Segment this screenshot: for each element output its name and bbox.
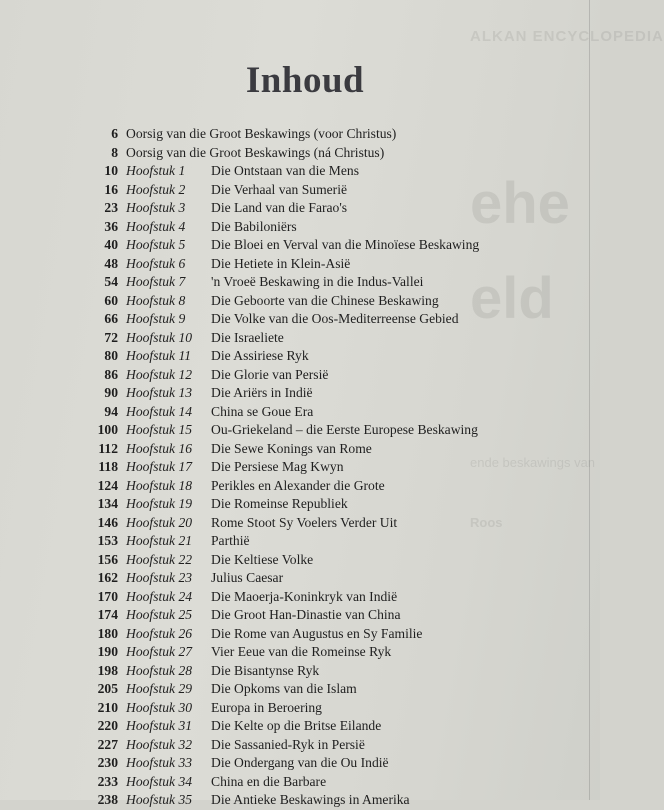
toc-entry-title: Julius Caesar [211, 570, 284, 585]
toc-chapter-label: Hoofstuk 13 [126, 385, 193, 400]
toc-chapter-label: Hoofstuk 2 [126, 181, 186, 197]
toc-entry-title: Perikles en Alexander die Grote [211, 477, 385, 493]
toc-entry-title: Die Hetiete in Klein-Asië [211, 255, 351, 271]
toc-entry [82, 162, 479, 181]
toc-entry-title: Die Maoerja-Koninkryk van Indië [211, 588, 398, 604]
toc-chapter-label: Hoofstuk 29 [126, 681, 193, 696]
toc-entry-title: Die Groot Han-Dinastie van China [211, 607, 401, 622]
toc-entry-title: Die Kelte op die Britse Eilande [211, 718, 382, 733]
toc-page-number: 190 [97, 644, 118, 659]
toc-page-number: 60 [104, 292, 118, 308]
toc-entry [82, 680, 479, 699]
toc-entry-title: Die Volke van die Oos-Mediterreense Gebied [211, 311, 459, 326]
toc-page-number: 174 [97, 607, 118, 622]
toc-entry [82, 236, 479, 255]
toc-page-number: 94 [104, 403, 118, 419]
toc-entry [82, 292, 479, 311]
toc-entry [82, 736, 479, 755]
toc-entry-title: Die Bisantynse Ryk [211, 662, 320, 678]
toc-entry-title: Die Ariërs in Indië [211, 385, 313, 400]
toc-entry [82, 551, 479, 570]
toc-entry-title: China se Goue Era [211, 403, 314, 419]
toc-entry [82, 717, 479, 736]
table-of-contents [82, 125, 479, 810]
toc-entry [82, 125, 479, 144]
toc-page-number: 227 [97, 736, 118, 752]
toc-entry-title: Die Israeliete [211, 329, 284, 345]
toc-entry [82, 255, 479, 274]
toc-page-number: 210 [97, 699, 118, 715]
toc-page-number: 23 [104, 200, 118, 215]
toc-entry [82, 569, 479, 588]
toc-entry-title: Die Ontstaan van die Mens [211, 163, 359, 178]
toc-page-number: 72 [104, 329, 118, 345]
show-through-text: ende beskawings van [470, 455, 596, 470]
toc-entry-title: Die Babiloniërs [211, 218, 297, 234]
toc-chapter-label: Hoofstuk 25 [126, 607, 193, 622]
toc-entry-title: Die Verhaal van Sumerië [211, 181, 348, 197]
show-through-text: ALKAN ENCYCLOPEDIA [470, 28, 664, 45]
toc-page-number: 146 [97, 514, 118, 530]
toc-entry [82, 144, 479, 163]
toc-page-number: 40 [104, 237, 118, 252]
toc-entry-title: Oorsig van die Groot Beskawings (ná Christus) [126, 144, 385, 160]
toc-page-number: 233 [97, 773, 118, 789]
toc-page-number: 8 [111, 144, 118, 160]
toc-entry-title: Die Bloei en Verval van die Minoïese Beskawing [211, 237, 480, 252]
toc-entry [82, 347, 479, 366]
toc-entry [82, 181, 479, 200]
toc-chapter-label: Hoofstuk 4 [126, 218, 186, 234]
toc-entry-title: Die Ondergang van die Ou Indië [211, 755, 389, 770]
toc-entry-title: China en die Barbare [211, 773, 327, 789]
show-through-text: ehe [470, 171, 570, 236]
page-edge [589, 0, 590, 800]
toc-page-number: 162 [97, 570, 118, 585]
show-through-text: Roos [470, 515, 503, 530]
toc-entry [82, 662, 479, 681]
toc-entry [82, 773, 479, 792]
toc-chapter-label: Hoofstuk 26 [126, 625, 193, 641]
toc-chapter-label: Hoofstuk 35 [126, 792, 193, 807]
toc-chapter-label: Hoofstuk 15 [126, 422, 193, 437]
toc-page-number: 16 [104, 181, 118, 197]
toc-entry-title: Die Persiese Mag Kwyn [211, 459, 344, 474]
toc-chapter-label: Hoofstuk 34 [126, 773, 193, 789]
toc-entry [82, 218, 479, 237]
toc-entry [82, 625, 479, 644]
toc-entry [82, 458, 479, 477]
toc-entry-title: Die Geboorte van die Chinese Beskawing [211, 292, 439, 308]
toc-entry [82, 440, 479, 459]
toc-page-number: 80 [104, 348, 118, 363]
toc-entry [82, 514, 479, 533]
toc-entry-title: Die Rome van Augustus en Sy Familie [211, 625, 423, 641]
toc-entry [82, 421, 479, 440]
toc-page-number: 220 [97, 718, 118, 733]
toc-entry-title: Ou-Griekeland – die Eerste Europese Beskawing [211, 422, 478, 437]
toc-chapter-label: Hoofstuk 9 [126, 311, 186, 326]
toc-entry-title: Die Keltiese Volke [211, 551, 314, 567]
toc-entry [82, 643, 479, 662]
toc-page-number: 6 [111, 126, 118, 141]
toc-entry-title: Die Antieke Beskawings in Amerika [211, 792, 410, 807]
toc-page-number: 153 [97, 533, 118, 548]
toc-page-number: 198 [97, 662, 118, 678]
toc-entry-title: Die Romeinse Republiek [211, 496, 348, 511]
toc-chapter-label: Hoofstuk 20 [126, 514, 193, 530]
toc-chapter-label: Hoofstuk 14 [126, 403, 193, 419]
toc-entry-title: Die Glorie van Persië [211, 366, 329, 382]
toc-page-number: 54 [104, 274, 118, 289]
toc-chapter-label: Hoofstuk 23 [126, 570, 193, 585]
toc-chapter-label: Hoofstuk 32 [126, 736, 193, 752]
toc-chapter-label: Hoofstuk 7 [126, 274, 186, 289]
toc-page-number: 100 [97, 422, 118, 437]
toc-chapter-label: Hoofstuk 24 [126, 588, 193, 604]
toc-entry [82, 366, 479, 385]
toc-entry [82, 199, 479, 218]
toc-entry [82, 791, 479, 810]
toc-chapter-label: Hoofstuk 30 [126, 699, 193, 715]
toc-entry [82, 384, 479, 403]
toc-entry [82, 310, 479, 329]
toc-chapter-label: Hoofstuk 18 [126, 477, 193, 493]
toc-chapter-label: Hoofstuk 16 [126, 440, 193, 456]
toc-chapter-label: Hoofstuk 8 [126, 292, 186, 308]
toc-page-number: 170 [97, 588, 118, 604]
toc-chapter-label: Hoofstuk 1 [126, 163, 186, 178]
toc-entry [82, 606, 479, 625]
toc-chapter-label: Hoofstuk 17 [126, 459, 193, 474]
toc-entry-title: Die Sewe Konings van Rome [211, 440, 372, 456]
toc-entry [82, 495, 479, 514]
toc-page-number: 180 [97, 625, 118, 641]
toc-chapter-label: Hoofstuk 21 [126, 533, 193, 548]
toc-entry-title: 'n Vroeë Beskawing in die Indus-Vallei [211, 274, 424, 289]
toc-entry [82, 329, 479, 348]
toc-entry [82, 699, 479, 718]
toc-entry-title: Oorsig van die Groot Beskawings (voor Christus) [126, 126, 397, 141]
toc-chapter-label: Hoofstuk 31 [126, 718, 193, 733]
show-through-text: eld [470, 266, 554, 331]
toc-entry-title: Rome Stoot Sy Voelers Verder Uit [211, 514, 398, 530]
toc-chapter-label: Hoofstuk 6 [126, 255, 186, 271]
toc-page-number: 90 [104, 385, 118, 400]
toc-entry-title: Die Sassanied-Ryk in Persië [211, 736, 365, 752]
toc-page-number: 205 [97, 681, 118, 696]
toc-page-number: 156 [97, 551, 118, 567]
toc-entry [82, 477, 479, 496]
toc-chapter-label: Hoofstuk 19 [126, 496, 193, 511]
toc-page-number: 118 [98, 459, 118, 474]
toc-chapter-label: Hoofstuk 28 [126, 662, 193, 678]
toc-page-number: 48 [104, 255, 118, 271]
toc-page-number: 112 [98, 440, 118, 456]
toc-page-number: 124 [97, 477, 118, 493]
toc-chapter-label: Hoofstuk 10 [126, 329, 193, 345]
toc-chapter-label: Hoofstuk 27 [126, 644, 193, 659]
toc-entry-title: Vier Eeue van die Romeinse Ryk [211, 644, 392, 659]
toc-entry [82, 754, 479, 773]
toc-page-number: 10 [104, 163, 118, 178]
toc-chapter-label: Hoofstuk 22 [126, 551, 193, 567]
toc-page-number: 238 [97, 792, 118, 807]
toc-chapter-label: Hoofstuk 11 [126, 348, 192, 363]
toc-entry [82, 403, 479, 422]
toc-entry [82, 588, 479, 607]
toc-entry [82, 273, 479, 292]
toc-page-number: 36 [104, 218, 118, 234]
toc-entry-title: Die Land van die Farao's [211, 200, 348, 215]
toc-page-number: 134 [97, 496, 118, 511]
toc-chapter-label: Hoofstuk 12 [126, 366, 193, 382]
toc-entry-title: Parthië [211, 533, 250, 548]
toc-chapter-label: Hoofstuk 33 [126, 755, 193, 770]
toc-chapter-label: Hoofstuk 5 [126, 237, 186, 252]
toc-entry-title: Europa in Beroering [211, 699, 322, 715]
toc-chapter-label: Hoofstuk 3 [126, 200, 186, 215]
toc-entry-title: Die Opkoms van die Islam [211, 681, 357, 696]
toc-entry [82, 532, 479, 551]
toc-page-number: 66 [104, 311, 118, 326]
page-title: Inhoud [245, 59, 365, 101]
toc-entry-title: Die Assiriese Ryk [211, 348, 309, 363]
toc-page-number: 230 [97, 755, 118, 770]
toc-page-number: 86 [104, 366, 118, 382]
